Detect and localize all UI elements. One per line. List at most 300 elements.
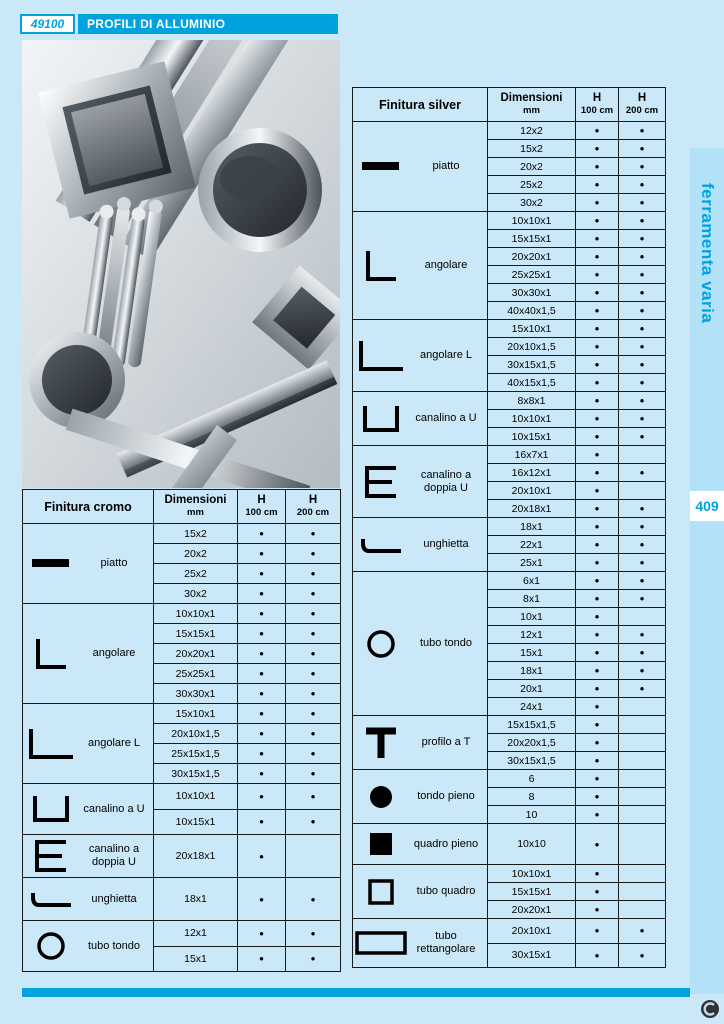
dimension-cell: 25x2 — [154, 564, 238, 584]
column-h200 — [619, 88, 666, 122]
footer-bar — [22, 988, 690, 997]
publisher-logo-icon — [701, 1000, 719, 1018]
finish-table-silver — [352, 87, 666, 968]
availability-h200 — [619, 824, 666, 865]
dimension-cell: 25x25x1 — [154, 664, 238, 684]
dimension-cell: 10x10x1 — [154, 784, 238, 810]
profile-label: piatto — [100, 557, 128, 570]
profile-cell — [23, 784, 154, 835]
availability-h100: • — [576, 446, 619, 464]
availability-h100: • — [238, 921, 286, 947]
availability-h100: • — [576, 865, 619, 883]
availability-h100: • — [576, 734, 619, 752]
availability-h100: • — [576, 554, 619, 572]
availability-h100: • — [576, 698, 619, 716]
column-h100 — [238, 490, 286, 524]
table-header-row — [353, 88, 666, 122]
availability-h200 — [619, 752, 666, 770]
column-sublabel: 200 cm — [296, 506, 330, 518]
availability-h200: • — [619, 302, 666, 320]
availability-h100: • — [576, 302, 619, 320]
availability-h200: • — [619, 392, 666, 410]
tubo-quadro-icon — [353, 877, 409, 907]
dimension-cell: 20x20x1,5 — [488, 734, 576, 752]
availability-h100: • — [576, 212, 619, 230]
dimension-cell: 20x18x1 — [488, 500, 576, 518]
availability-h200: • — [286, 584, 341, 604]
table-row — [353, 824, 666, 865]
finish-table-cromo — [22, 489, 341, 972]
dimension-cell: 20x20x1 — [488, 248, 576, 266]
availability-h200: • — [619, 590, 666, 608]
availability-h100: • — [576, 644, 619, 662]
tubo-rettangolare-icon — [353, 930, 409, 956]
table-row — [353, 320, 666, 338]
tubo-tondo-icon — [23, 930, 79, 962]
dimension-cell: 30x15x1 — [488, 943, 576, 968]
availability-h200 — [619, 698, 666, 716]
availability-h200: • — [619, 464, 666, 482]
page-title-bar — [78, 14, 338, 34]
profile-label: canalino a doppia U — [420, 468, 472, 494]
dimension-cell: 20x10x1,5 — [488, 338, 576, 356]
piatto-icon — [353, 159, 409, 173]
column-label: H — [308, 494, 318, 507]
availability-h200 — [619, 770, 666, 788]
dimension-cell: 18x1 — [488, 662, 576, 680]
dimension-cell: 10x10x1 — [154, 604, 238, 624]
dimension-cell: 12x1 — [488, 626, 576, 644]
availability-h100: • — [238, 584, 286, 604]
availability-h200: • — [619, 500, 666, 518]
canalino-doppia-u-icon — [23, 839, 79, 873]
availability-h200: • — [619, 266, 666, 284]
profile-label: angolare — [92, 647, 136, 660]
profile-label: tondo pieno — [417, 790, 475, 803]
dimension-cell: 8x8x1 — [488, 392, 576, 410]
category-label: ferramenta varia — [698, 183, 717, 324]
availability-h200 — [619, 446, 666, 464]
profile-label: tubo tondo — [420, 637, 472, 650]
availability-h200: • — [619, 919, 666, 944]
availability-h200: • — [286, 946, 341, 972]
profile-label: tubo quadro — [416, 885, 476, 898]
dimension-cell: 40x40x1,5 — [488, 302, 576, 320]
angolare-icon — [353, 249, 409, 283]
dimension-cell: 10x10x1 — [488, 865, 576, 883]
dimension-cell: 20x2 — [154, 544, 238, 564]
profile-label: canalino a U — [83, 802, 145, 815]
dimension-cell: 15x1 — [154, 946, 238, 972]
availability-h100: • — [576, 901, 619, 919]
table-row — [353, 392, 666, 410]
unghietta-icon — [353, 535, 409, 555]
availability-h100: • — [576, 248, 619, 266]
dimension-cell: 22x1 — [488, 536, 576, 554]
page-number: 409 — [690, 491, 724, 521]
table-row — [23, 835, 341, 878]
profile-label: canalino a doppia U — [88, 843, 140, 868]
availability-h100: • — [576, 590, 619, 608]
profile-cell — [353, 716, 488, 770]
product-photo — [22, 40, 340, 488]
profile-label: angolare L — [420, 349, 472, 362]
profile-label: profilo a T — [421, 736, 471, 749]
availability-h100: • — [576, 176, 619, 194]
availability-h100: • — [238, 684, 286, 704]
dimension-cell: 20x2 — [488, 158, 576, 176]
availability-h200: • — [619, 410, 666, 428]
availability-h100: • — [576, 883, 619, 901]
availability-h100: • — [238, 835, 286, 878]
profile-cell — [353, 212, 488, 320]
dimension-cell: 15x15x1 — [488, 883, 576, 901]
dimension-cell: 15x15x1 — [488, 230, 576, 248]
availability-h200: • — [619, 626, 666, 644]
availability-h200 — [619, 734, 666, 752]
dimension-cell: 12x1 — [154, 921, 238, 947]
profile-cell — [23, 921, 154, 972]
availability-h100: • — [576, 392, 619, 410]
availability-h100: • — [238, 544, 286, 564]
profile-label: angolare L — [88, 737, 140, 750]
canalino-u-icon — [353, 404, 409, 434]
table-row — [23, 921, 341, 947]
column-label: Dimensioni — [164, 494, 227, 507]
profile-cell — [353, 770, 488, 824]
profile-cell — [353, 572, 488, 716]
dimension-cell: 16x12x1 — [488, 464, 576, 482]
dimension-cell: 15x2 — [154, 524, 238, 544]
dimension-cell: 25x2 — [488, 176, 576, 194]
dimension-cell: 30x30x1 — [154, 684, 238, 704]
profile-label: unghietta — [423, 538, 469, 551]
angolare-l-icon — [23, 727, 79, 761]
availability-h200: • — [286, 744, 341, 764]
dimension-cell: 10x15x1 — [154, 809, 238, 835]
product-code: 49100 — [30, 17, 65, 31]
availability-h200: • — [619, 554, 666, 572]
canalino-doppia-u-icon — [353, 465, 409, 499]
dimension-cell: 18x1 — [154, 878, 238, 921]
column-dimensions — [488, 88, 576, 122]
availability-h200 — [619, 788, 666, 806]
availability-h200: • — [619, 122, 666, 140]
dimension-cell: 40x15x1,5 — [488, 374, 576, 392]
availability-h100: • — [576, 806, 619, 824]
table-row — [353, 572, 666, 590]
dimension-cell: 10x15x1 — [488, 428, 576, 446]
availability-h100: • — [576, 356, 619, 374]
profile-label: tubo rettangolare — [416, 930, 476, 955]
column-label: Dimensioni — [500, 92, 563, 105]
availability-h100: • — [576, 824, 619, 865]
dimension-cell: 10x10x1 — [488, 212, 576, 230]
profile-cell — [353, 919, 488, 968]
dimension-cell: 10 — [488, 806, 576, 824]
availability-h100: • — [238, 644, 286, 664]
dimension-cell: 30x15x1,5 — [488, 752, 576, 770]
availability-h200: • — [619, 194, 666, 212]
column-label: H — [592, 92, 602, 105]
availability-h100: • — [576, 230, 619, 248]
availability-h100: • — [576, 338, 619, 356]
dimension-cell: 25x25x1 — [488, 266, 576, 284]
availability-h200: • — [619, 212, 666, 230]
availability-h200: • — [619, 536, 666, 554]
availability-h200: • — [286, 724, 341, 744]
profile-cell — [353, 865, 488, 919]
profile-cell — [23, 878, 154, 921]
availability-h100: • — [238, 664, 286, 684]
availability-h200: • — [619, 140, 666, 158]
availability-h200: • — [619, 518, 666, 536]
availability-h100: • — [576, 680, 619, 698]
availability-h200: • — [619, 644, 666, 662]
availability-h100: • — [576, 374, 619, 392]
profile-cell — [23, 604, 154, 704]
availability-h200: • — [619, 320, 666, 338]
availability-h100: • — [238, 946, 286, 972]
availability-h100: • — [576, 943, 619, 968]
dimension-cell: 15x2 — [488, 140, 576, 158]
dimension-cell: 15x15x1 — [154, 624, 238, 644]
dimension-cell: 30x30x1 — [488, 284, 576, 302]
column-sublabel: mm — [187, 506, 204, 518]
dimension-cell: 30x15x1,5 — [154, 764, 238, 784]
product-code-badge — [20, 14, 75, 34]
availability-h200: • — [619, 374, 666, 392]
availability-h100: • — [576, 428, 619, 446]
table-row — [23, 784, 341, 810]
availability-h200 — [619, 608, 666, 626]
page-title: PROFILI DI ALLUMINIO — [87, 17, 226, 31]
finish-cromo-table — [22, 489, 340, 972]
dimension-cell: 20x1 — [488, 680, 576, 698]
availability-h200: • — [619, 230, 666, 248]
table-row — [23, 878, 341, 921]
dimension-cell: 10x10x1 — [488, 410, 576, 428]
dimension-cell: 20x10x1 — [488, 482, 576, 500]
availability-h200: • — [619, 176, 666, 194]
dimension-cell: 25x1 — [488, 554, 576, 572]
availability-h100: • — [576, 482, 619, 500]
dimension-cell: 20x10x1 — [488, 919, 576, 944]
profile-cell — [353, 446, 488, 518]
availability-h100: • — [576, 158, 619, 176]
profile-label: canalino a U — [415, 412, 477, 425]
dimension-cell: 8 — [488, 788, 576, 806]
dimension-cell: 15x1 — [488, 644, 576, 662]
availability-h100: • — [576, 320, 619, 338]
availability-h200 — [619, 482, 666, 500]
profile-label: piatto — [432, 160, 460, 173]
dimension-cell: 25x15x1,5 — [154, 744, 238, 764]
availability-h100: • — [576, 194, 619, 212]
column-sublabel: 200 cm — [625, 104, 659, 116]
dimension-cell: 15x15x1,5 — [488, 716, 576, 734]
availability-h200: • — [286, 624, 341, 644]
dimension-cell: 20x18x1 — [154, 835, 238, 878]
profile-label: unghietta — [91, 892, 137, 905]
availability-h200 — [619, 901, 666, 919]
dimension-cell: 8x1 — [488, 590, 576, 608]
profile-cell — [353, 824, 488, 865]
availability-h100: • — [576, 788, 619, 806]
availability-h200: • — [619, 428, 666, 446]
availability-h100: • — [576, 716, 619, 734]
availability-h200: • — [286, 764, 341, 784]
availability-h100: • — [576, 410, 619, 428]
dimension-cell: 10x1 — [488, 608, 576, 626]
availability-h100: • — [238, 604, 286, 624]
availability-h200: • — [619, 158, 666, 176]
table-row — [353, 446, 666, 464]
column-h100 — [576, 88, 619, 122]
profile-label: quadro pieno — [413, 837, 479, 850]
quadro-pieno-icon — [353, 829, 409, 859]
angolare-icon — [23, 637, 79, 671]
availability-h100: • — [238, 564, 286, 584]
dimension-cell: 20x20x1 — [154, 644, 238, 664]
availability-h100: • — [238, 624, 286, 644]
column-sublabel: 100 cm — [580, 104, 614, 116]
availability-h100: • — [576, 770, 619, 788]
availability-h100: • — [576, 122, 619, 140]
availability-h200: • — [619, 248, 666, 266]
availability-h100: • — [576, 140, 619, 158]
column-sublabel: 100 cm — [245, 506, 278, 518]
table-row — [23, 524, 341, 544]
table-row — [23, 604, 341, 624]
table-row — [353, 212, 666, 230]
table-row — [353, 770, 666, 788]
table-title: Finitura silver — [353, 88, 488, 122]
dimension-cell: 12x2 — [488, 122, 576, 140]
profile-cell — [353, 122, 488, 212]
profilo-t-icon — [353, 726, 409, 760]
availability-h100: • — [576, 500, 619, 518]
availability-h100: • — [576, 464, 619, 482]
availability-h100: • — [238, 878, 286, 921]
dimension-cell: 10x10 — [488, 824, 576, 865]
availability-h200: • — [619, 284, 666, 302]
availability-h100: • — [238, 784, 286, 810]
availability-h200: • — [619, 680, 666, 698]
column-dimensions — [154, 490, 238, 524]
profile-cell — [23, 835, 154, 878]
dimension-cell: 20x10x1,5 — [154, 724, 238, 744]
availability-h200: • — [619, 662, 666, 680]
table-title: Finitura cromo — [23, 490, 154, 524]
canalino-u-icon — [23, 794, 79, 824]
availability-h100: • — [576, 662, 619, 680]
availability-h100: • — [238, 809, 286, 835]
availability-h100: • — [238, 704, 286, 724]
tubo-tondo-icon — [353, 628, 409, 660]
availability-h100: • — [576, 266, 619, 284]
dimension-cell: 15x10x1 — [488, 320, 576, 338]
dimension-cell: 24x1 — [488, 698, 576, 716]
availability-h100: • — [576, 536, 619, 554]
dimension-cell: 15x10x1 — [154, 704, 238, 724]
availability-h100: • — [576, 608, 619, 626]
availability-h200: • — [286, 684, 341, 704]
column-h200 — [286, 490, 341, 524]
dimension-cell: 16x7x1 — [488, 446, 576, 464]
table-row — [353, 865, 666, 883]
availability-h200: • — [286, 524, 341, 544]
availability-h200: • — [286, 809, 341, 835]
availability-h200: • — [619, 572, 666, 590]
dimension-cell: 20x20x1 — [488, 901, 576, 919]
availability-h200: • — [619, 338, 666, 356]
availability-h200: • — [286, 564, 341, 584]
availability-h200 — [619, 883, 666, 901]
table-header-row — [23, 490, 341, 524]
profile-label: angolare — [424, 259, 468, 272]
column-label: H — [637, 92, 647, 105]
availability-h200 — [619, 806, 666, 824]
angolare-l-icon — [353, 339, 409, 373]
unghietta-icon — [23, 889, 79, 909]
availability-h100: • — [238, 764, 286, 784]
profile-label: tubo tondo — [88, 939, 140, 952]
dimension-cell: 30x15x1,5 — [488, 356, 576, 374]
table-row — [353, 919, 666, 944]
profile-cell — [23, 524, 154, 604]
availability-h100: • — [238, 744, 286, 764]
table-row — [353, 518, 666, 536]
profile-cell — [23, 704, 154, 784]
profile-cell — [353, 392, 488, 446]
availability-h100: • — [238, 524, 286, 544]
availability-h100: • — [238, 724, 286, 744]
dimension-cell: 6 — [488, 770, 576, 788]
availability-h200: • — [286, 644, 341, 664]
availability-h200: • — [619, 356, 666, 374]
table-row — [353, 122, 666, 140]
availability-h200: • — [286, 544, 341, 564]
profile-cell — [353, 518, 488, 572]
availability-h100: • — [576, 752, 619, 770]
dimension-cell: 30x2 — [154, 584, 238, 604]
availability-h100: • — [576, 572, 619, 590]
aluminium-profiles-photo — [22, 40, 340, 488]
availability-h200: • — [286, 878, 341, 921]
availability-h100: • — [576, 626, 619, 644]
dimension-cell: 18x1 — [488, 518, 576, 536]
availability-h200: • — [286, 664, 341, 684]
table-row — [23, 704, 341, 724]
availability-h200 — [619, 716, 666, 734]
table-row — [353, 716, 666, 734]
availability-h200: • — [286, 704, 341, 724]
column-label: H — [257, 494, 266, 507]
availability-h100: • — [576, 518, 619, 536]
availability-h200: • — [286, 921, 341, 947]
column-sublabel: mm — [523, 104, 540, 116]
finish-silver-table — [352, 87, 665, 968]
availability-h200: • — [286, 604, 341, 624]
dimension-cell: 30x2 — [488, 194, 576, 212]
availability-h200: • — [619, 943, 666, 968]
availability-h200: • — [286, 784, 341, 810]
dimension-cell: 6x1 — [488, 572, 576, 590]
piatto-icon — [23, 556, 79, 570]
availability-h100: • — [576, 919, 619, 944]
availability-h200 — [286, 835, 341, 878]
